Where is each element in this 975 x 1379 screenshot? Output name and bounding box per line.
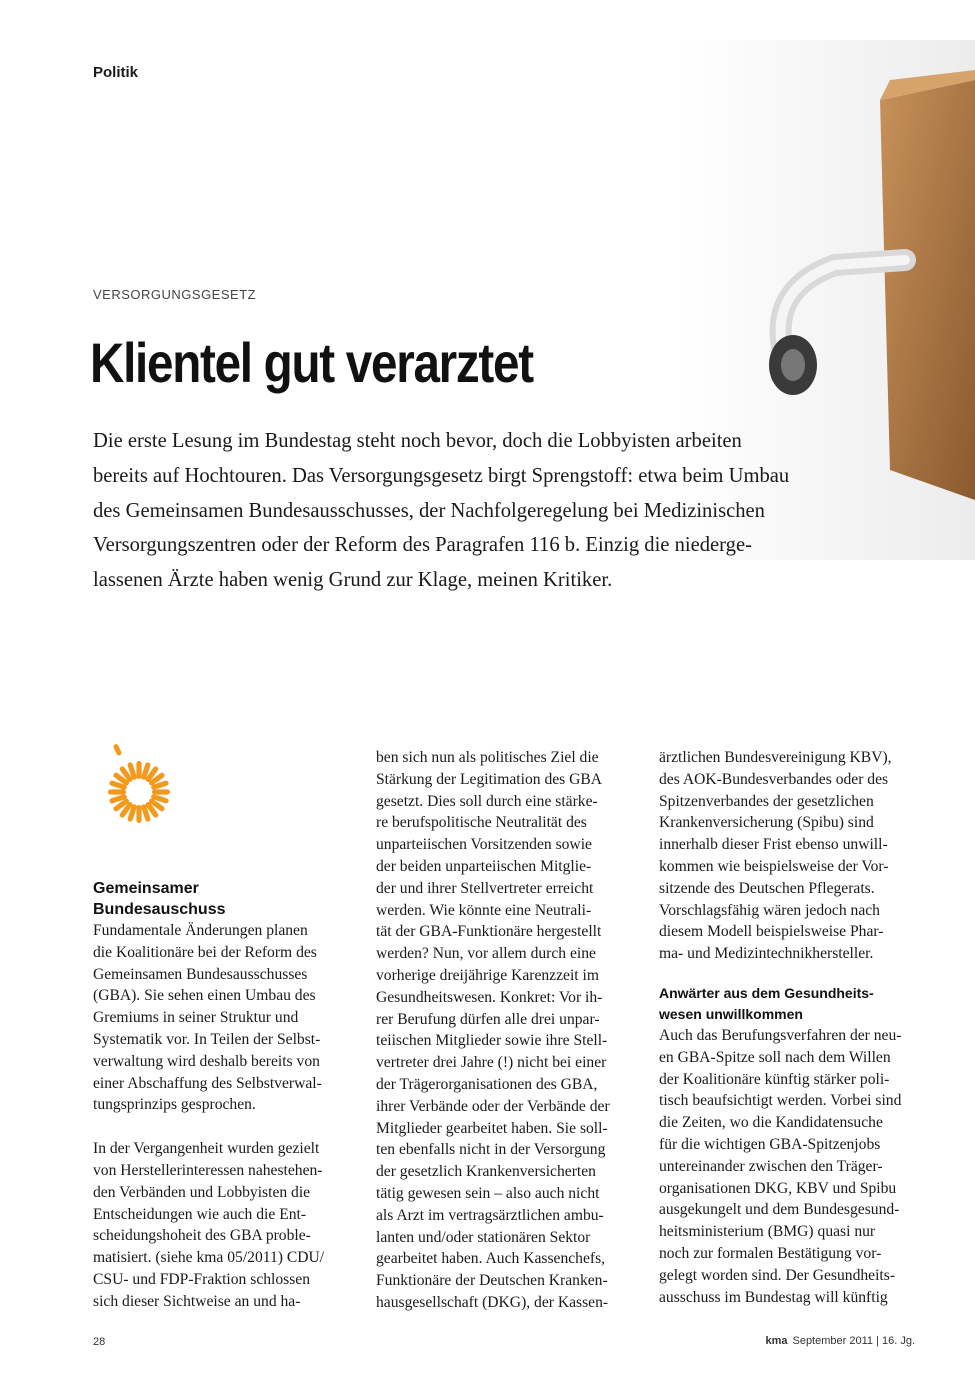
text-line: Gesundheitswesen. Konkret: Vor ih- (376, 988, 603, 1006)
text-line: Spitzenverbandes der gesetzlichen (659, 792, 874, 810)
subhead-gba (93, 878, 355, 920)
footer-issue (765, 1335, 915, 1347)
magazine-name: kma (765, 1335, 788, 1347)
lead-line: Die erste Lesung im Bundestag steht noch bevor, doch die Lobbyisten arbeiten (93, 430, 742, 452)
text-line: hausgesellschaft (DKG), der Kassen- (376, 1293, 609, 1311)
text-line: vertreter drei Jahre (!) nicht bei einer (376, 1054, 607, 1072)
text-line: tisch beaufsichtigt werden. Vorbei sind (659, 1092, 902, 1110)
paragraph (659, 747, 921, 965)
section-label: Politik (93, 64, 139, 81)
article-lead (93, 424, 883, 598)
subhead-line: wesen unwillkommen (659, 1005, 803, 1022)
text-line: des AOK-Bundesverbandes oder des (659, 770, 889, 788)
lead-line: des Gemeinsamen Bundesausschusses, der Nachfolgeregelung bei Medizinischen (93, 499, 765, 522)
text-line: Systematik vor. In Teilen der Selbst- (93, 1030, 321, 1048)
text-line: In der Vergangenheit wurden gezielt (93, 1140, 320, 1158)
text-line: Stärkung der Legitimation des GBA (376, 770, 603, 788)
paragraph (93, 920, 355, 1116)
column-1 (93, 878, 355, 1313)
text-line: Krankenversicherung (Spibu) sind (659, 814, 874, 832)
subhead-line: Gemeinsamer (93, 880, 199, 897)
sunburst-logo-icon (93, 742, 185, 834)
text-line: teiischen Mitglieder sowie ihre Stell- (376, 1032, 608, 1050)
page-number: 28 (93, 1336, 106, 1348)
text-line: unparteiischen Vorsitzenden sowie (376, 836, 592, 854)
subhead-line: Bundesauschuss (93, 901, 226, 918)
text-line: gesetzt. Dies soll durch eine stärke- (376, 792, 598, 810)
text-line: ma- und Medizintechnikhersteller. (659, 945, 874, 963)
text-line: der und ihrer Stellvertreter erreicht (376, 879, 594, 897)
text-line: heitsministerium (BMG) quasi nur (659, 1223, 876, 1241)
text-line: der Trägerorganisationen des GBA, (376, 1075, 598, 1093)
text-line: en GBA-Spitze soll nach dem Willen (659, 1048, 891, 1066)
text-line: tätig gewesen sein – also auch nicht (376, 1184, 600, 1202)
text-line: Gremiums in seiner Struktur und (93, 1009, 299, 1027)
lead-line: bereits auf Hochtouren. Das Versorgungsgesetz birgt Sprengstoff: etwa beim Umbau (93, 464, 790, 487)
text-line: einer Abschaffung des Selbstverwal- (93, 1074, 322, 1092)
subhead-anwaerter (659, 983, 921, 1025)
text-line: re berufspolitische Neutralität des (376, 814, 587, 832)
lead-line: Versorgungszentren oder der Reform des Paragrafen 116 b. Einzig die niederge- (93, 534, 752, 557)
text-line: von Herstellerinteressen nahestehen- (93, 1161, 323, 1179)
text-line: werden. Wie könnte eine Neutrali- (376, 901, 592, 919)
text-line: Gemeinsamen Bundesausschusses (93, 965, 308, 983)
text-line: untereinander zwischen den Träger- (659, 1157, 883, 1175)
text-line: Fundamentale Änderungen planen (93, 922, 308, 939)
text-line: als Arzt im vertragsärztlichen ambu- (376, 1206, 604, 1224)
text-line: gelegt worden sind. Der Gesundheits- (659, 1266, 896, 1284)
text-line: der gesetzlich Krankenversicherten (376, 1163, 596, 1181)
text-line: die Zeiten, wo die Kandidatensuche (659, 1114, 883, 1132)
text-line: ausgekungelt und dem Bundesgesund- (659, 1201, 900, 1219)
text-line: tungsprinzips gesprochen. (93, 1096, 256, 1114)
text-line: diesem Modell beispielsweise Phar- (659, 923, 884, 941)
text-line: Funktionäre der Deutschen Kranken- (376, 1272, 608, 1290)
text-line: CSU- und FDP-Fraktion schlossen (93, 1270, 311, 1288)
text-line: sitzende des Deutschen Pflegerats. (659, 879, 875, 897)
text-line: scheidungshoheit des GBA proble- (93, 1227, 311, 1245)
text-line: ben sich nun als politisches Ziel die (376, 749, 599, 766)
text-line: für die wichtigen GBA-Spitzenjobs (659, 1135, 881, 1153)
text-line: Entscheidungen wie auch die Ent- (93, 1205, 307, 1223)
text-line: ausschuss im Bundestag will künftig (659, 1288, 888, 1306)
text-line: verwaltung wird deshalb bereits von (93, 1052, 320, 1070)
text-line: matisiert. (siehe kma 05/2011) CDU/ (93, 1249, 325, 1267)
paragraph (659, 1025, 921, 1308)
text-line: sich dieser Sichtweise an und ha- (93, 1292, 301, 1310)
lead-line: lassenen Ärzte haben wenig Grund zur Klage, meinen Kritiker. (93, 569, 613, 592)
text-line: tät der GBA-Funktionäre hergestellt (376, 923, 602, 941)
column-3 (659, 747, 921, 1308)
text-line: gearbeitet haben. Auch Kassenchefs, (376, 1250, 606, 1268)
issue-info: September 2011 | 16. Jg. (792, 1335, 915, 1347)
text-line: vorherige dreijährige Karenzzeit im (376, 966, 599, 984)
column-2 (376, 747, 638, 1314)
text-line: Vorschlagsfähig wären jedoch nach (659, 901, 880, 919)
text-line: organisationen DKG, KBV und Spibu (659, 1179, 897, 1197)
text-line: Mitglieder gearbeitet haben. Sie soll- (376, 1119, 608, 1137)
text-line: Auch das Berufungsverfahren der neu- (659, 1026, 902, 1044)
text-line: die Koalitionäre bei der Reform des (93, 943, 317, 961)
text-line: rer Berufung dürfen alle drei unpar- (376, 1010, 600, 1028)
text-line: innerhalb dieser Frist ebenso unwill- (659, 836, 888, 854)
text-line: der beiden unparteiischen Mitglie- (376, 857, 592, 875)
text-line: kommen wie beispielsweise der Vor- (659, 857, 889, 875)
text-line: den Verbänden und Lobbyisten die (93, 1183, 311, 1201)
paragraph (93, 1138, 355, 1312)
subhead-line: Anwärter aus dem Gesundheits- (659, 984, 874, 1001)
text-line: noch zur formalen Bestätigung vor- (659, 1244, 882, 1262)
text-line: ihrer Verbände oder der Verbände der (376, 1097, 610, 1115)
text-line: ten ebenfalls nicht in der Versorgung (376, 1141, 606, 1159)
text-line: (GBA). Sie sehen einen Umbau des (93, 987, 316, 1005)
article-kicker: VERSORGUNGSGESETZ (93, 287, 257, 302)
text-line: der Koalitionäre künftig stärker poli- (659, 1070, 890, 1088)
article-headline: Klientel gut verarztet (90, 331, 533, 394)
text-line: werden? Nun, vor allem durch eine (376, 945, 596, 963)
text-line: ärztlichen Bundesvereinigung KBV), (659, 749, 892, 766)
text-line: lanten und/oder stationären Sektor (376, 1228, 591, 1246)
